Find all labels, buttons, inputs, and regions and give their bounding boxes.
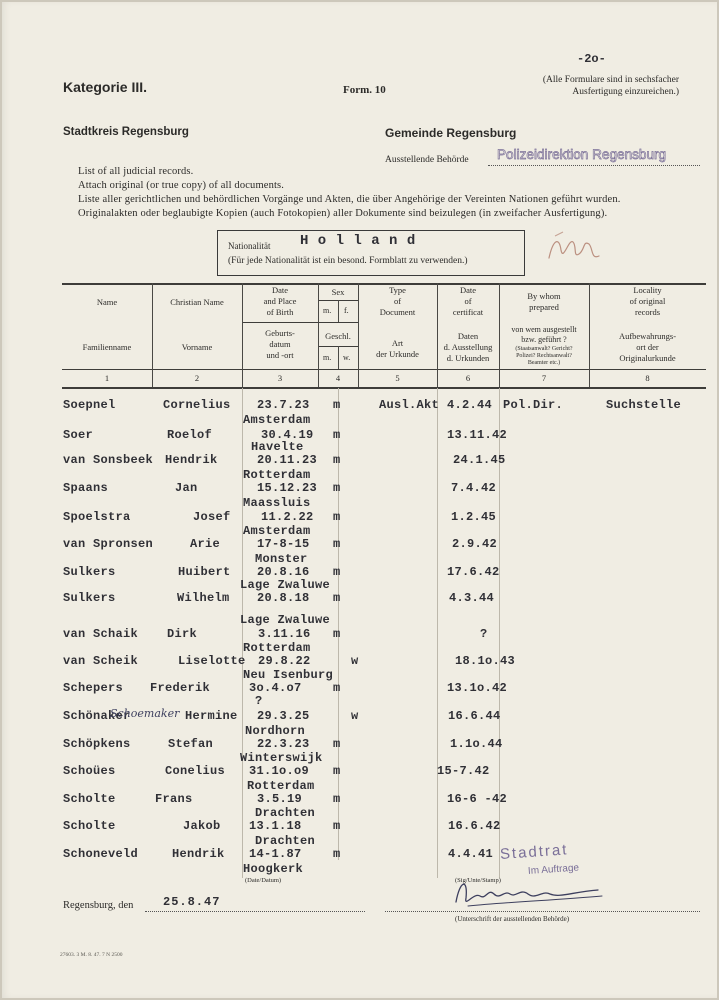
christian-name-cell: Conelius: [165, 764, 226, 778]
birth-place-cell: ?: [255, 694, 263, 708]
body-column-line: [437, 388, 438, 878]
sex-cell: m: [333, 764, 341, 778]
certificate-date-cell: 16.6.42: [448, 819, 501, 833]
birth-place-cell: Rotterdam: [247, 779, 315, 793]
submission-note-line-1: (Alle Formulare sind in sechsfacher: [542, 75, 679, 85]
birth-date-cell: 3.5.19: [257, 792, 303, 806]
family-name-cell: van Scheik: [63, 654, 139, 668]
birth-place-cell: Drachten: [255, 834, 316, 848]
header-family-name-en: Name: [96, 297, 118, 307]
place-date-label: Regensburg, den: [63, 900, 134, 911]
family-name-cell: Schepers: [63, 681, 124, 695]
sex-cell: m: [333, 428, 341, 442]
christian-name-cell: Arie: [190, 537, 221, 551]
family-name-cell: Scholte: [63, 819, 116, 833]
header-birth-de: Geburts- datum und -ort: [265, 328, 295, 360]
header-number: 4: [335, 373, 341, 383]
christian-name-cell: Hermine: [185, 709, 238, 723]
certificate-date-cell: 17.6.42: [447, 565, 500, 579]
instruction-line: Liste aller gerichtlichen und behördlichen Vorgänge und Akten, die über Angehörige der Vereinten Nationen geführt wurden.: [78, 194, 621, 205]
birth-date-cell: 17-8-15: [257, 537, 310, 551]
pencil-scribble: [543, 228, 607, 270]
birth-date-cell: 30.4.19: [261, 428, 314, 442]
family-name-cell: Sulkers: [63, 591, 116, 605]
christian-name-cell: Hendrik: [172, 847, 225, 861]
birth-date-cell: 13.1.18: [249, 819, 302, 833]
sex-cell: m: [333, 565, 341, 579]
certificate-date-cell: 4.4.41: [448, 847, 494, 861]
sex-cell: m: [333, 453, 341, 467]
date-line: [145, 911, 365, 912]
certificate-date-cell: 13.1o.42: [447, 681, 508, 695]
certificate-date-cell: 2.9.42: [452, 537, 498, 551]
birth-date-cell: 3.11.16: [258, 627, 311, 641]
christian-name-cell: Stefan: [168, 737, 214, 751]
sex-cell: m: [333, 847, 341, 861]
christian-name-cell: Jan: [175, 481, 198, 495]
header-christian-name-de: Vorname: [181, 342, 213, 352]
header-certificate-date-de: Daten d. Ausstellung d. Urkunden: [443, 331, 493, 363]
table-number-rule: [62, 387, 706, 389]
christian-name-cell: Frans: [155, 792, 193, 806]
birth-date-cell: 23.7.23: [257, 398, 310, 412]
birth-date-cell: 11.2.22: [261, 510, 314, 524]
header-sex-f: f.: [344, 306, 349, 315]
christian-name-cell: Hendrik: [165, 453, 218, 467]
signature: [448, 872, 608, 916]
sex-cell: m: [333, 737, 341, 751]
birth-date-cell: 20.8.18: [257, 591, 310, 605]
birth-place-cell: Amsterdam: [243, 413, 311, 427]
sex-divider: [338, 346, 339, 369]
header-number: 3: [277, 373, 283, 383]
birth-place-cell: Amsterdam: [243, 524, 311, 538]
family-name-cell: Scholte: [63, 792, 116, 806]
print-code: 27603. 3 M. 8. 47. 7 N 2500: [60, 952, 123, 958]
instruction-line: Originalakten oder beglaubigte Kopien (auch Fotokopien) aller Dokumente sind beizulegen (in zweifacher Ausfertigung).: [78, 208, 608, 219]
certificate-date-cell: 16.6.44: [448, 709, 501, 723]
birth-place-cell: Neu Isenburg: [243, 668, 334, 682]
christian-name-cell: Dirk: [167, 627, 198, 641]
nationality-note: (Für jede Nationalität ist ein besond. Formblatt zu verwenden.): [228, 256, 468, 266]
header-birth-en: Date and Place of Birth: [263, 285, 297, 317]
christian-name-cell: Cornelius: [163, 398, 231, 412]
birth-place-cell: Rotterdam: [243, 641, 311, 655]
sex-cell: m: [333, 398, 341, 412]
header-sex-de: Geschl.: [325, 331, 351, 341]
sex-cell: w: [351, 709, 359, 723]
header-document-type-de: Art der Urkunde: [376, 338, 419, 359]
family-name-cell: Sulkers: [63, 565, 116, 579]
sex-cell: m: [333, 481, 341, 495]
christian-name-cell: Frederik: [150, 681, 211, 695]
header-sex-m: m.: [323, 306, 332, 315]
issuing-authority-line: [488, 165, 700, 166]
birth-date-cell: 22.3.23: [257, 737, 310, 751]
sex-cell: m: [333, 627, 341, 641]
sex-cell: w: [351, 654, 359, 668]
header-sex-w: w.: [343, 353, 351, 362]
header-prepared-by-en: By whom prepared: [527, 291, 561, 312]
certificate-date-cell: 1.2.45: [451, 510, 497, 524]
family-name-cell: van Schaik: [63, 627, 139, 641]
certificate-date-cell: 13.11.42: [447, 428, 508, 442]
birth-place-cell: Monster: [255, 552, 308, 566]
family-name-cell: Schoneveld: [63, 847, 139, 861]
sex-cell: m: [333, 681, 341, 695]
header-sex-m: m.: [323, 353, 332, 362]
sex-divider: [338, 300, 339, 322]
christian-name-cell: Wilhelm: [177, 591, 230, 605]
instruction-line: Attach original (or true copy) of all documents.: [78, 180, 285, 191]
district-label: Stadtkreis Regensburg: [63, 126, 189, 138]
certificate-date-cell: 7.4.42: [451, 481, 497, 495]
christian-name-cell: Liselotte: [178, 654, 246, 668]
birth-place-cell: Rotterdam: [243, 468, 311, 482]
header-number: 7: [541, 373, 547, 383]
family-name-cell: Schoües: [63, 764, 116, 778]
issuing-authority-label: Ausstellende Behörde: [385, 155, 469, 165]
christian-name-cell: Roelof: [167, 428, 213, 442]
birth-date-cell: 15.12.23: [257, 481, 318, 495]
header-family-name-de: Familienname: [82, 342, 132, 352]
christian-name-cell: Jakob: [183, 819, 221, 833]
header-locality-de: Aufbewahrungs- ort der Originalurkunde: [618, 331, 677, 363]
date-caption: (Date/Datum): [245, 877, 282, 884]
birth-date-cell: 3o.4.o7: [249, 681, 302, 695]
council-stamp-subtext: Im Auftrage: [527, 862, 580, 877]
signing-date: 25.8.47: [163, 895, 221, 909]
birth-place-cell: Winterswijk: [240, 751, 323, 765]
birth-date-cell: 29.8.22: [258, 654, 311, 668]
certificate-date-cell: 4.2.44: [447, 398, 493, 412]
family-name-cell: Spaans: [63, 481, 109, 495]
header-prepared-by-note: (Staatsanwalt? Gericht? Polizei? Rechtsanwalt? Beamter etc.): [515, 346, 573, 366]
family-name-cell: van Sonsbeek: [63, 453, 154, 467]
certificate-date-cell: 16-6 -42: [447, 792, 508, 806]
header-sex-en: Sex: [331, 287, 345, 297]
signature-stamp-caption: (Sig/Unte/Stamp): [455, 877, 501, 884]
birth-date-cell: 14-1.87: [249, 847, 302, 861]
birth-place-cell: Havelte: [251, 440, 304, 454]
family-name-cell: Schöpkens: [63, 737, 131, 751]
category-title: Kategorie III.: [63, 79, 148, 95]
sex-cell: m: [333, 591, 341, 605]
family-name-cell: van Spronsen: [63, 537, 154, 551]
birth-date-cell: 31.1o.o9: [249, 764, 310, 778]
sex-cell: m: [333, 792, 341, 806]
prepared-by-cell: Pol.Dir.: [503, 398, 564, 412]
family-name-cell: Schönaker: [63, 709, 131, 723]
submission-note-line-2: Ausfertigung einzureichen.): [572, 87, 679, 97]
header-number: 1: [104, 373, 110, 383]
council-stamp: Stadtrat: [499, 841, 569, 863]
issuing-authority-stamp: Polizeidirektion Regensburg: [497, 146, 667, 162]
christian-name-cell: Huibert: [178, 565, 231, 579]
header-number: 8: [645, 373, 650, 383]
date-section-rule: [242, 322, 358, 323]
form-number: Form. 10: [343, 84, 386, 96]
locality-cell: Suchstelle: [606, 398, 682, 412]
birth-date-cell: 20.11.23: [257, 453, 318, 467]
header-certificate-date-en: Date of certificat: [452, 285, 484, 317]
municipality-label: Gemeinde Regensburg: [385, 126, 517, 140]
header-number: 2: [194, 373, 200, 383]
certificate-date-cell: 4.3.44: [449, 591, 495, 605]
birth-place-cell: Nordhorn: [245, 724, 306, 738]
document-type-cell: Ausl.Akt: [379, 398, 440, 412]
instruction-line: List of all judicial records.: [78, 166, 194, 177]
birth-place-cell: Lage Zwaluwe: [240, 578, 331, 592]
header-prepared-by-de: von wem ausgestellt bzw. geführt ?: [511, 325, 577, 344]
nationality-value: H o l l a n d: [300, 233, 416, 249]
certificate-date-cell: 15-7.42: [437, 764, 490, 778]
family-name-cell: Soer: [63, 428, 94, 442]
header-number: 6: [465, 373, 471, 383]
birth-date-cell: 29.3.25: [257, 709, 310, 723]
birth-date-cell: 20.8.16: [257, 565, 310, 579]
signature-line: [385, 911, 700, 912]
birth-place-cell: Drachten: [255, 806, 316, 820]
birth-place-cell: Lage Zwaluwe: [240, 613, 331, 627]
header-document-type-en: Type of Document: [379, 285, 416, 317]
header-locality-en: Locality of original records: [629, 285, 666, 317]
header-christian-name-en: Christian Name: [170, 297, 224, 307]
birth-place-cell: Maassluis: [243, 496, 311, 510]
header-number: 5: [395, 373, 400, 383]
signature-caption: (Unterschrift der ausstellenden Behörde): [455, 915, 570, 923]
certificate-date-cell: ?: [480, 627, 488, 641]
sex-cell: m: [333, 510, 341, 524]
page-number: -2o-: [577, 52, 606, 66]
body-column-line: [242, 388, 243, 878]
christian-name-cell: Josef: [193, 510, 231, 524]
handwritten-name-correction: Schoemaker: [110, 707, 180, 720]
certificate-date-cell: 24.1.45: [453, 453, 506, 467]
nationality-label: Nationalität: [228, 241, 271, 251]
birth-place-cell: Hoogkerk: [243, 862, 304, 876]
table-header-rule: [62, 369, 706, 370]
certificate-date-cell: 1.1o.44: [450, 737, 503, 751]
certificate-date-cell: 18.1o.43: [455, 654, 516, 668]
sex-cell: m: [333, 537, 341, 551]
family-name-cell: Soepnel: [63, 398, 116, 412]
sex-cell: m: [333, 819, 341, 833]
family-name-cell: Spoelstra: [63, 510, 131, 524]
